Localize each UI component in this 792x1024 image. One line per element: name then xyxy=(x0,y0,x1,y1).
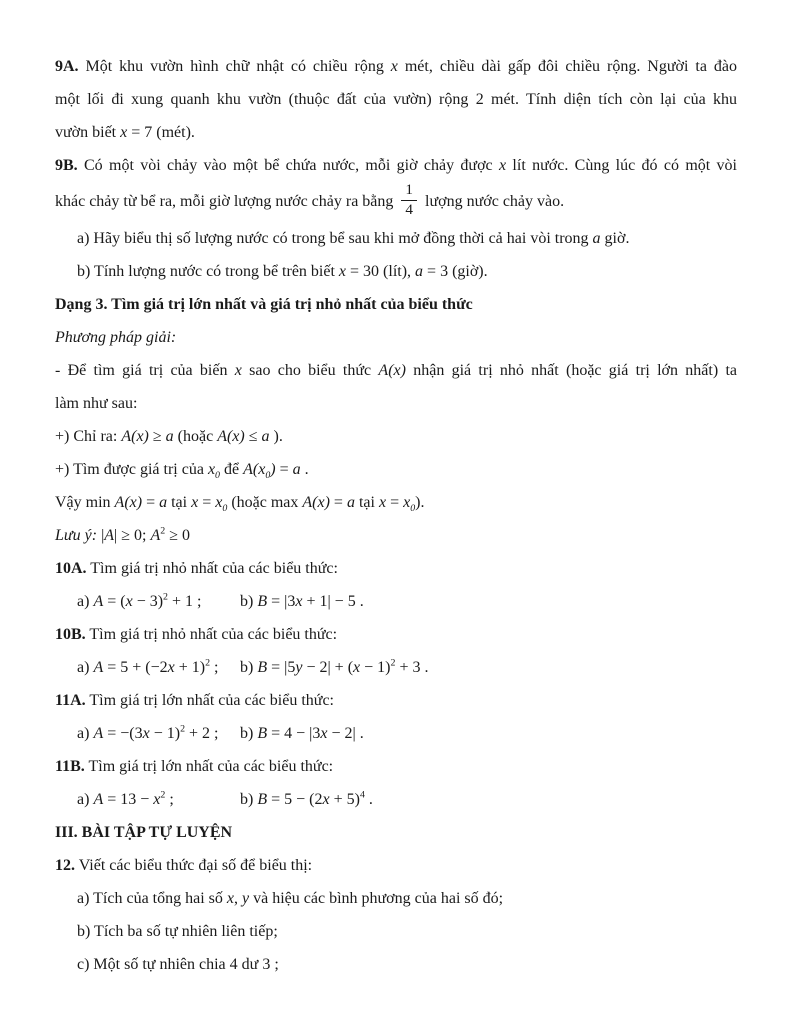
text-segment: 10A. xyxy=(55,560,87,578)
fraction xyxy=(401,182,417,218)
text-segment: b) xyxy=(240,593,258,611)
text-segment: - Để tìm giá trị của biến xyxy=(55,362,235,380)
text-segment: để xyxy=(220,461,244,479)
text-segment: = 30 (lít), xyxy=(346,263,416,281)
text-segment: B xyxy=(257,725,268,743)
text-segment: b) Tích ba số tự nhiên liên tiếp; xyxy=(77,923,278,941)
text-segment: B xyxy=(257,593,268,611)
document-content xyxy=(55,50,737,981)
text-segment: một lối đi xung quanh khu vườn (thuộc đất của vườn) rộng 2 mét. Tính diện tích còn lại của khu xyxy=(55,91,737,108)
text-segment: 2 xyxy=(180,724,186,736)
text-segment: A(x) xyxy=(217,428,245,446)
text-segment: x xyxy=(403,494,411,512)
problem-11b-items-b xyxy=(240,783,373,816)
text-segment: 11A. xyxy=(55,692,86,710)
text-segment: 9A. xyxy=(55,58,79,75)
text-segment: 11B. xyxy=(55,758,85,776)
text-segment: x xyxy=(234,362,242,380)
text-segment: 12. xyxy=(55,857,75,875)
text-segment: 0 xyxy=(265,470,271,482)
text-segment: 4 xyxy=(359,790,365,802)
text-segment: a xyxy=(346,494,355,512)
text-segment: tại xyxy=(354,494,379,512)
text-segment: a) Tích của tổng hai số xyxy=(77,890,227,908)
text-segment: Vậy min xyxy=(55,494,115,512)
text-segment: x xyxy=(215,494,223,512)
text-segment: x xyxy=(153,791,161,809)
text-segment: x xyxy=(390,58,398,75)
text-segment: Tìm giá trị nhỏ nhất của các biểu thức: xyxy=(85,626,338,644)
problem-12-heading xyxy=(55,849,737,882)
text-segment: = 4 − |3 xyxy=(267,725,321,743)
problem-10a-heading xyxy=(55,552,737,585)
text-segment: lượng nước chảy vào. xyxy=(421,192,565,210)
method-step-2 xyxy=(55,453,737,486)
problem-11b-items xyxy=(55,783,737,816)
text-segment: x xyxy=(142,725,150,743)
text-segment: + 2 ; xyxy=(185,725,219,743)
text-segment: a) Hãy biểu thị số lượng nước có trong bể sau khi mở đồng thời cả hai vòi trong xyxy=(77,230,593,248)
text-segment: = 3 (giờ). xyxy=(423,263,488,281)
problem-10b-items-b xyxy=(240,651,428,684)
problem-10b-items xyxy=(55,651,737,684)
text-segment: = xyxy=(275,461,293,479)
text-segment: b) xyxy=(240,659,258,677)
text-segment: x xyxy=(322,791,330,809)
text-segment: x xyxy=(226,890,234,908)
text-segment: = ( xyxy=(103,593,126,611)
text-segment: a) xyxy=(77,725,94,743)
text-segment: khác chảy từ bể ra, mỗi giờ lượng nước chảy ra bằng xyxy=(55,192,398,210)
text-segment: x xyxy=(378,494,387,512)
text-segment: A(x) xyxy=(302,494,330,512)
text-segment: a) xyxy=(77,659,94,677)
text-segment: 0 xyxy=(410,503,416,515)
text-segment: 2 xyxy=(160,790,166,802)
text-segment: = xyxy=(329,494,347,512)
method-heading xyxy=(55,321,737,354)
text-segment: tại xyxy=(167,494,192,512)
text-segment: ≥ xyxy=(148,428,166,446)
text-segment: a xyxy=(165,428,174,446)
text-segment: = |3 xyxy=(267,593,296,611)
text-segment: b) Tính lượng nước có trong bể trên biết xyxy=(77,263,339,281)
text-segment: x xyxy=(125,593,133,611)
text-segment: A(x) xyxy=(378,362,406,380)
text-segment: c) Một số tự nhiên chia 4 dư 3 ; xyxy=(77,956,279,974)
text-segment: và hiệu các bình phương của hai số đó; xyxy=(249,890,504,908)
text-segment: x xyxy=(338,263,347,281)
text-segment: a xyxy=(261,428,270,446)
method-line-2 xyxy=(55,387,737,420)
text-segment: A xyxy=(93,725,104,743)
text-segment: x xyxy=(320,725,328,743)
text-segment: Tìm giá trị lớn nhất của các biểu thức: xyxy=(84,758,334,776)
text-segment: A(x) xyxy=(121,428,149,446)
problem-12-item-c xyxy=(55,948,737,981)
text-segment: III. BÀI TẬP TỰ LUYỆN xyxy=(55,824,233,842)
text-segment: b) xyxy=(240,725,258,743)
text-segment: A xyxy=(104,527,115,545)
text-segment: 0 xyxy=(215,470,220,482)
problem-12-item-a xyxy=(55,882,737,915)
problem-11b-items-a xyxy=(77,783,240,816)
text-segment: A(x xyxy=(243,461,266,479)
fraction-numerator: 1 xyxy=(401,182,417,201)
text-segment: ≤ xyxy=(244,428,262,446)
text-segment: nhận giá trị nhỏ nhất (hoặc giá trị lớn nhất) ta xyxy=(405,362,737,380)
text-segment: (hoặc xyxy=(173,428,218,446)
text-segment: 2 xyxy=(160,526,166,538)
problem-9a-line-2 xyxy=(55,83,737,116)
section-dang-3-heading xyxy=(55,288,737,321)
text-segment: A xyxy=(93,659,104,677)
text-segment: = xyxy=(142,494,160,512)
text-segment: = |5 xyxy=(267,659,296,677)
problem-10a-items-a xyxy=(77,585,240,618)
problem-10a-items xyxy=(55,585,737,618)
text-segment: = 5 + (−2 xyxy=(103,659,168,677)
text-segment: a) xyxy=(77,593,94,611)
problem-9b-item-b xyxy=(55,255,737,288)
text-segment: 9B. xyxy=(55,157,78,174)
text-segment: , xyxy=(234,890,242,908)
method-conclusion xyxy=(55,486,737,519)
problem-9a-line-1 xyxy=(55,50,737,83)
text-segment: a xyxy=(292,461,301,479)
text-segment: A(x) xyxy=(114,494,143,512)
text-segment: +) Chỉ ra: xyxy=(55,428,122,446)
text-segment: 2 xyxy=(205,658,211,670)
fraction-denominator: 4 xyxy=(405,200,413,218)
text-segment: a xyxy=(159,494,168,512)
text-segment: ≥ 0 xyxy=(165,527,190,545)
text-segment: ; xyxy=(165,791,174,809)
section-iii-heading xyxy=(55,816,737,849)
problem-9b-line-1 xyxy=(55,149,737,182)
text-segment: Tìm giá trị nhỏ nhất của các biểu thức: xyxy=(86,560,338,578)
text-segment: = 7 (mét). xyxy=(127,124,195,141)
text-segment: mét, chiều dài gấp đôi chiều rộng. Người ta đào xyxy=(397,58,737,75)
text-segment: B xyxy=(257,659,268,677)
text-segment: làm như sau: xyxy=(55,395,138,413)
problem-10b-items-a xyxy=(77,651,240,684)
problem-9b-line-2 xyxy=(55,182,737,222)
text-segment: | ≥ 0; xyxy=(114,527,151,545)
text-segment: y xyxy=(242,890,250,908)
text-segment: + 1) xyxy=(174,659,206,677)
text-segment: 2 xyxy=(163,592,168,604)
text-segment: y xyxy=(295,659,303,677)
text-segment: Lưu ý: xyxy=(55,527,102,545)
text-segment: lít nước. Cùng lúc đó có một vòi xyxy=(506,157,737,174)
text-segment: Dạng 3. Tìm giá trị lớn nhất và giá trị nhỏ nhất của biểu thức xyxy=(55,296,473,314)
text-segment: − 2| . xyxy=(327,725,364,743)
text-segment: . xyxy=(300,461,309,479)
problem-12-item-b xyxy=(55,915,737,948)
text-segment: 2 xyxy=(390,658,396,670)
text-segment: x xyxy=(167,659,175,677)
text-segment: = xyxy=(198,494,216,512)
text-segment: + 1 ; xyxy=(168,593,202,611)
text-segment: = xyxy=(386,494,404,512)
text-segment: | xyxy=(101,527,105,545)
problem-10b-heading xyxy=(55,618,737,651)
text-segment: + 3 . xyxy=(395,659,429,677)
text-segment: giờ. xyxy=(600,230,630,248)
text-segment: a xyxy=(592,230,601,248)
text-segment: ). xyxy=(269,428,283,446)
problem-11a-items-b xyxy=(240,717,364,750)
text-segment: ) xyxy=(270,461,276,479)
text-segment: x xyxy=(120,124,128,141)
text-segment: x xyxy=(353,659,361,677)
text-segment: . xyxy=(364,791,373,809)
text-segment: = 13 − xyxy=(103,791,154,809)
text-segment: Một khu vườn hình chữ nhật có chiều rộng xyxy=(78,58,391,75)
problem-11a-items xyxy=(55,717,737,750)
text-segment: b) xyxy=(240,791,258,809)
text-segment: a xyxy=(415,263,424,281)
text-segment: = 5 − (2 xyxy=(267,791,323,809)
text-segment: A xyxy=(93,593,104,611)
text-segment: = −(3 xyxy=(103,725,143,743)
text-segment: a) xyxy=(77,791,94,809)
text-segment: 10B. xyxy=(55,626,86,644)
text-segment: x xyxy=(191,494,199,512)
text-segment: Có một vòi chảy vào một bể chứa nước, mỗi giờ chảy được xyxy=(77,157,499,174)
problem-11b-heading xyxy=(55,750,737,783)
text-segment: + 5) xyxy=(329,791,360,809)
text-segment: sao cho biểu thức xyxy=(241,362,379,380)
text-segment: Tìm giá trị lớn nhất của các biểu thức: xyxy=(85,692,334,710)
text-segment: vườn biết xyxy=(55,124,121,141)
problem-9a-line-3 xyxy=(55,116,737,149)
text-segment: − 2| + ( xyxy=(302,659,354,677)
text-segment: ). xyxy=(415,494,425,512)
text-segment: − 3) xyxy=(132,593,164,611)
text-segment: (hoặc max xyxy=(227,494,303,512)
text-segment: +) Tìm được giá trị của xyxy=(55,461,208,479)
text-segment: A xyxy=(93,791,104,809)
text-segment: ; xyxy=(210,659,219,677)
text-segment: Viết các biểu thức đại số để biểu thị: xyxy=(75,857,313,875)
text-segment: − 1) xyxy=(149,725,181,743)
problem-10a-items-b xyxy=(240,585,364,618)
text-segment: x xyxy=(295,593,303,611)
text-segment: + 1| − 5 . xyxy=(302,593,364,611)
note-line xyxy=(55,519,737,552)
text-segment: − 1) xyxy=(360,659,391,677)
text-segment: B xyxy=(257,791,268,809)
problem-11a-items-a xyxy=(77,717,240,750)
problem-11a-heading xyxy=(55,684,737,717)
text-segment: x xyxy=(498,157,507,174)
method-line-1 xyxy=(55,354,737,387)
method-step-1 xyxy=(55,420,737,453)
text-segment: x xyxy=(207,461,216,479)
text-segment: Phương pháp giải: xyxy=(55,329,177,347)
text-segment: A xyxy=(150,527,161,545)
text-segment: 0 xyxy=(222,503,228,515)
problem-9b-item-a xyxy=(55,222,737,255)
